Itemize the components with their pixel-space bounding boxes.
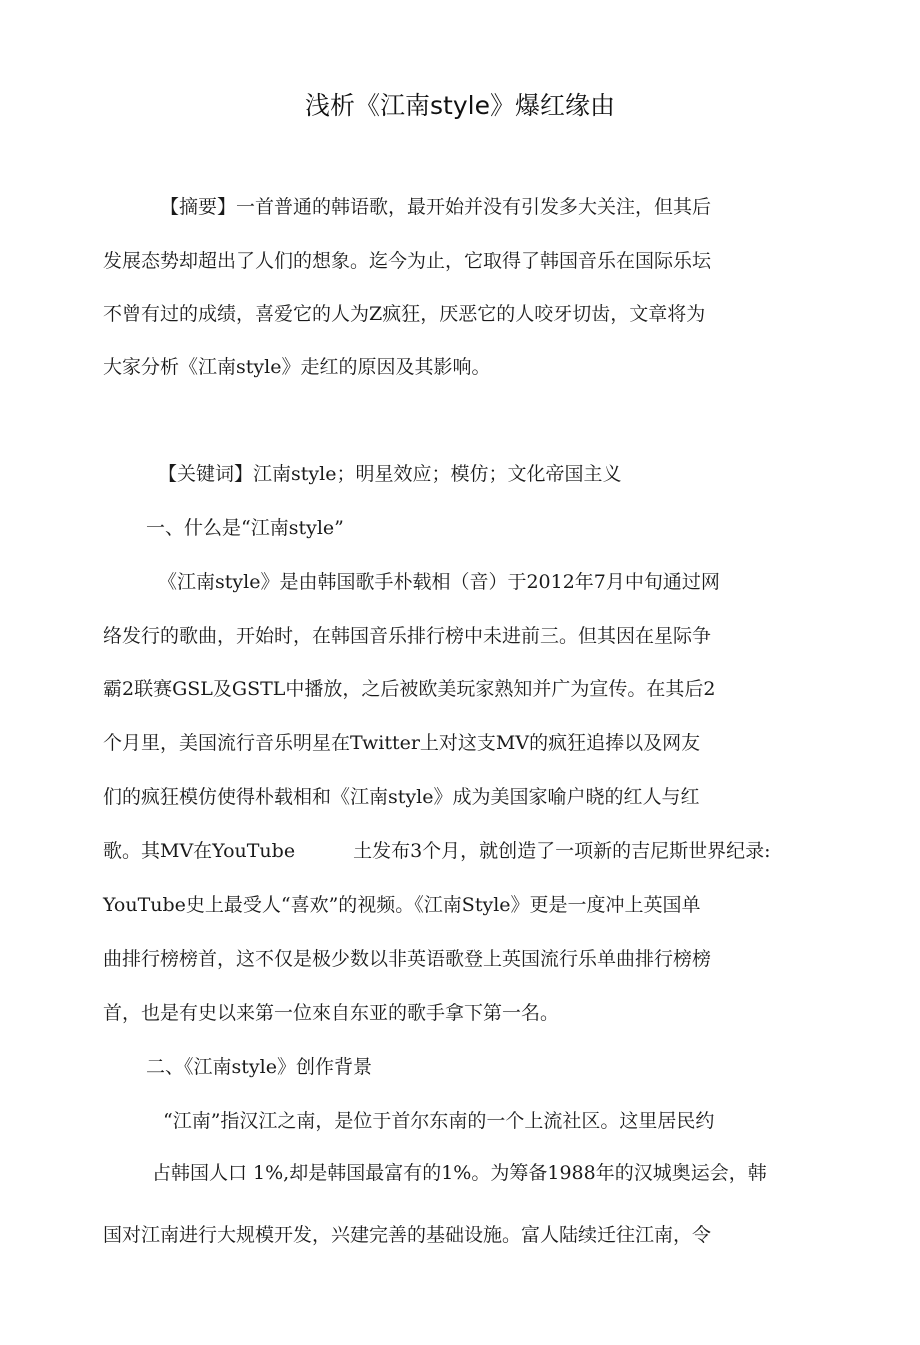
- section-1-line-5: 们的疯狂模仿使得朴载相和《江南style》成为美国家喻户晓的红人与红: [103, 786, 700, 808]
- abstract-line-3: 不曾有过的成绩，喜爱它的人为Z疯狂，厌恶它的人咬牙切齿，文章将为: [103, 303, 706, 325]
- document-title: 浅析《江南style》爆红缘由: [305, 91, 615, 120]
- section-2-line-1: “江南”指汉江之南，是位于首尔东南的一个上流社区。这里居民约: [163, 1110, 715, 1132]
- section-1-line-1: 《江南style》是由韩国歌手朴载相（音）于2012年7月中旬通过网: [158, 571, 720, 593]
- section-1-line-8: 曲排行榜榜首，这不仅是极少数以非英语歌登上英国流行乐单曲排行榜榜: [103, 948, 712, 970]
- section-1-line-7: YouTube史上最受人“喜欢”的视频。《江南Style》更是一度冲上英国单: [103, 894, 701, 916]
- section-1-line-6: [103, 836, 771, 866]
- section-2-line-3: 国对江南进行大规模开发，兴建完善的基础设施。富人陆续迁往江南，令: [103, 1224, 712, 1246]
- abstract-line-2: 发展态势却超出了人们的想象。迄今为止，它取得了韩国音乐在国际乐坛: [103, 250, 712, 272]
- section-1-line-4: 个月里，美国流行音乐明星在Twitter上对这支MV的疯狂追捧以及网友: [103, 732, 701, 754]
- section-1-line-2: 络发行的歌曲，开始时，在韩国音乐排行榜中未进前三。但其因在星际争: [103, 625, 712, 647]
- section-1-heading: 一、什么是“江南style”: [146, 517, 344, 539]
- section-1-line-6-part-2: 土发布3个月，就创造了一项新的吉尼斯世界纪录:: [353, 840, 771, 862]
- keywords-line: 【关键词】江南style；明星效应；模仿；文化帝国主义: [158, 463, 622, 485]
- abstract-line-4: 大家分析《江南style》走红的原因及其影响。: [103, 356, 491, 378]
- section-2-line-2: 占韩国人口 1%,却是韩国最富有的1%。为筹备1988年的汉城奥运会，韩: [152, 1162, 767, 1184]
- section-1-line-6-part-1: 歌。其MV在YouTube: [103, 840, 296, 862]
- section-1-line-3: 霸2联赛GSL及GSTL中播放，之后被欧美玩家熟知并广为宣传。在其后2: [103, 678, 716, 700]
- abstract-line-1: 【摘要】一首普通的韩语歌，最开始并没有引发多大关注，但其后: [160, 196, 712, 218]
- section-1-line-9: 首，也是有史以来第一位來自东亚的歌手拿下第一名。: [103, 1002, 560, 1024]
- section-2-heading: 二、《江南style》创作背景: [146, 1056, 372, 1078]
